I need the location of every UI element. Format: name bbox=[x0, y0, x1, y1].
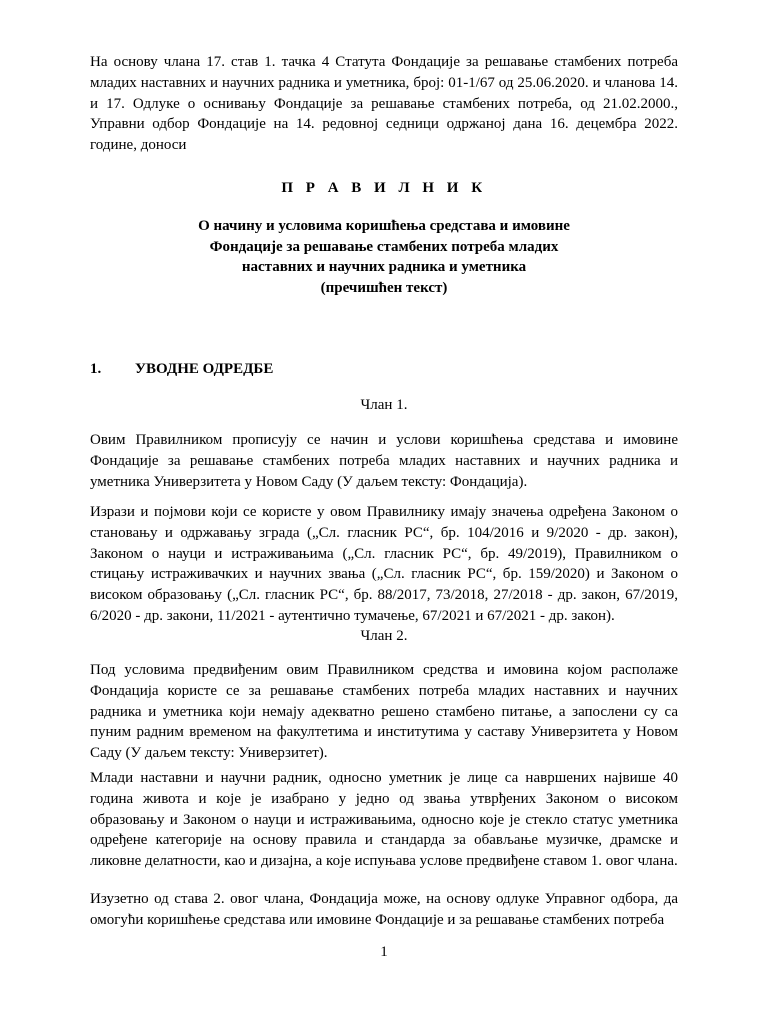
article-paragraph: Под условима предвиђеним овим Правилником средства и имовина којом располаже Фондација користе се за решавање стамбених потреба младих наставних и научних радника и уметника који немају адекватно решено стамбено питање, а запослени су са пуним радним временом на факултетима и институтима у саставу Универзитета у Новом Саду (У даљем тексту: Универзитет). bbox=[90, 662, 678, 762]
article-title: Члан 2. bbox=[360, 628, 408, 644]
section-title: УВОДНЕ ОДРЕДБЕ bbox=[135, 361, 274, 377]
section-heading bbox=[90, 359, 273, 379]
preamble-paragraph: На основу члана 17. став 1. тачка 4 Статута Фондације за решавање стамбених потреба младих наставних и научних радника и уметника, број: 01-1/67 од 25.06.2020. и чланова 14. и 17. Одлуке о оснивању Фондације за решавање стамбених потреба, од 21.02.2000., Управни одбор Фондације на 14. редовној седници одржаној дана 16. децембра 2022. године, доноси bbox=[90, 54, 678, 154]
article-paragraph: Изрази и појмови који се користе у овом Правилнику имају значења одређена Законом о становању и одржавању зграда („Сл. гласник РС“, бр. 104/2016 и 9/2020 - др. закон), Законом о науци и истраживањима („Сл. гласник РС“, бр. 49/2019), Правилником о стицању истраживачких и научних звања („Сл. гласник РС“, бр. 159/2020) и Законом о високом образовању („Сл. гласник РС“, бр. 88/2017, 73/2018, 27/2018 - др. закон, 67/2019, 6/2020 - др. закони, 11/2021 - аутентично тумачење, 67/2021 и 67/2021 - др. закон). bbox=[90, 504, 678, 624]
subtitle-line: Фондације за решавање стамбених потреба младих bbox=[209, 238, 559, 255]
section-number: 1. bbox=[90, 361, 102, 377]
subtitle-line: О начину и условима коришћења средстава и имовине bbox=[198, 218, 570, 234]
subtitle-line: наставних и научних радника и уметника bbox=[241, 259, 527, 275]
document-subtitle bbox=[90, 216, 678, 298]
article-paragraph: Овим Правилником прописују се начин и услови коришћења средстава и имовине Фондације за решавање стамбених потреба младих наставних и научних радника и уметника Универзитета у Новом Саду (У даљем тексту: Фондација). bbox=[90, 432, 678, 490]
article-paragraph: Млади наставни и научни радник, односно уметник је лице са навршених највише 40 година живота и које је изабрано у једно од звања утврђених Законом о високом образовању и Законом о науци и истраживањима, односно које је стекло статус уметника одређене категорије на основу правила и стандарда за обављање музичке, драмске и ликовне делатности, као и дизајна, а које испуњава услове предвиђене ставом 1. овог члана. bbox=[90, 770, 678, 870]
subtitle-line: (пречишћен текст) bbox=[320, 279, 448, 296]
page-number: 1 bbox=[380, 944, 388, 960]
document-title: П Р А В И Л Н И К bbox=[281, 180, 487, 196]
article-paragraph: Изузетно од става 2. овог члана, Фондација може, на основу одлуке Управног одбора, да омогући коришћење средстава или имовине Фондације и за решавање стамбених потреба bbox=[90, 891, 678, 928]
article-title: Члан 1. bbox=[360, 397, 408, 413]
